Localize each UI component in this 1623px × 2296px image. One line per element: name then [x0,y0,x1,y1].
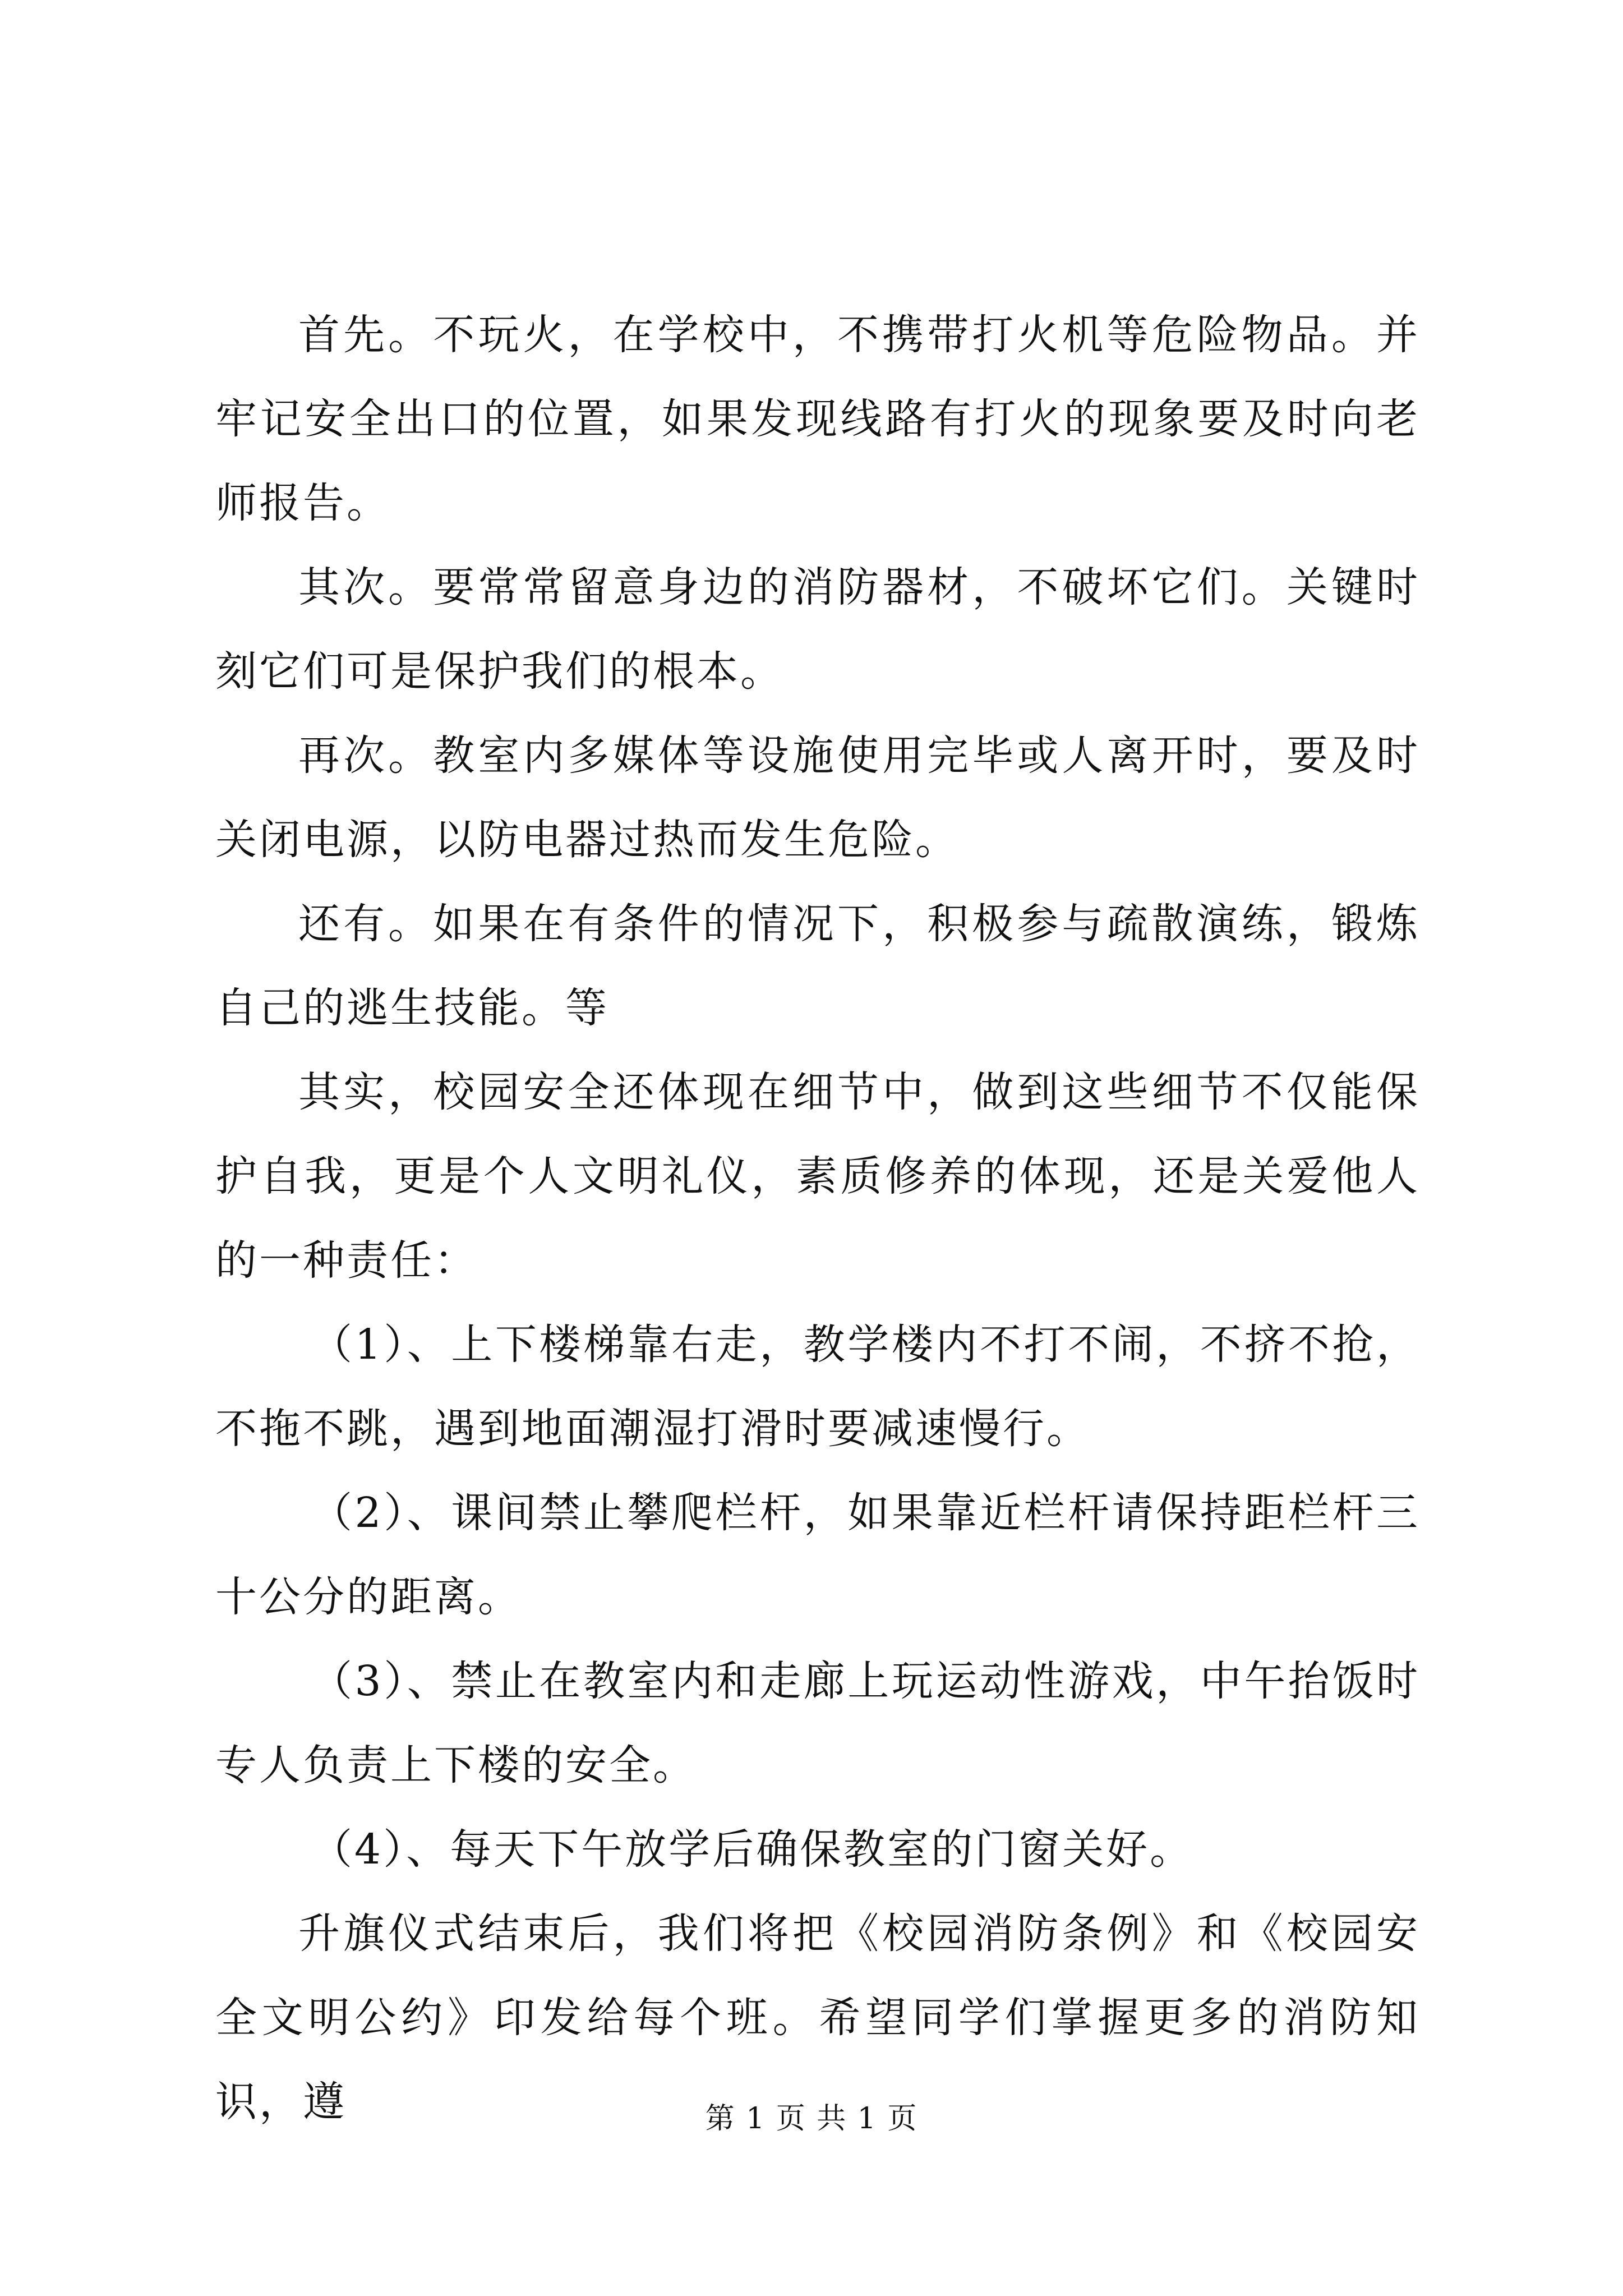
page-footer: 第 1 页 共 1 页 [705,2102,918,2136]
paragraph-fire-safety: 首先。不玩火，在学校中，不携带打火机等危险物品。并牢记安全出口的位置，如果发现线路有打火的现象要及时向老师报告。 [215,311,1420,527]
list-item-railings: （2）、课间禁止攀爬栏杆，如果靠近栏杆请保持距栏杆三十公分的距离。 [215,1489,1420,1621]
paragraph-fire-equipment: 其次。要常常留意身边的消防器材，不破坏它们。关键时刻它们可是保护我们的根本。 [215,563,1420,696]
document-body [215,293,1420,2144]
list-item-corridor-games: （3）、禁止在教室内和走廊上玩运动性游戏，中午抬饭时专人负责上下楼的安全。 [215,1657,1420,1789]
list-item-close-windows: （4）、每天下午放学后确保教室的门窗关好。 [311,1825,1194,1874]
paragraph-evacuation-drill: 还有。如果在有条件的情况下，积极参与疏散演练，锻炼自己的逃生技能。等 [215,900,1420,1032]
paragraph-campus-safety-details: 其实，校园安全还体现在细节中，做到这些细节不仅能保护自我，更是个人文明礼仪，素质修养的体现，还是关爱他人的一种责任： [215,1068,1420,1285]
list-item-stairs: （1）、上下楼梯靠右走，教学楼内不打不闹，不挤不抢，不拖不跳，遇到地面潮湿打滑时要减速慢行。 [215,1320,1420,1453]
paragraph-closing: 升旗仪式结束后，我们将把《校园消防条例》和《校园安全文明公约》印发给每个班。希望同学们掌握更多的消防知识，遵 [215,1910,1420,2126]
paragraph-power-off: 再次。教室内多媒体等设施使用完毕或人离开时，要及时关闭电源，以防电器过热而发生危险。 [215,731,1420,864]
